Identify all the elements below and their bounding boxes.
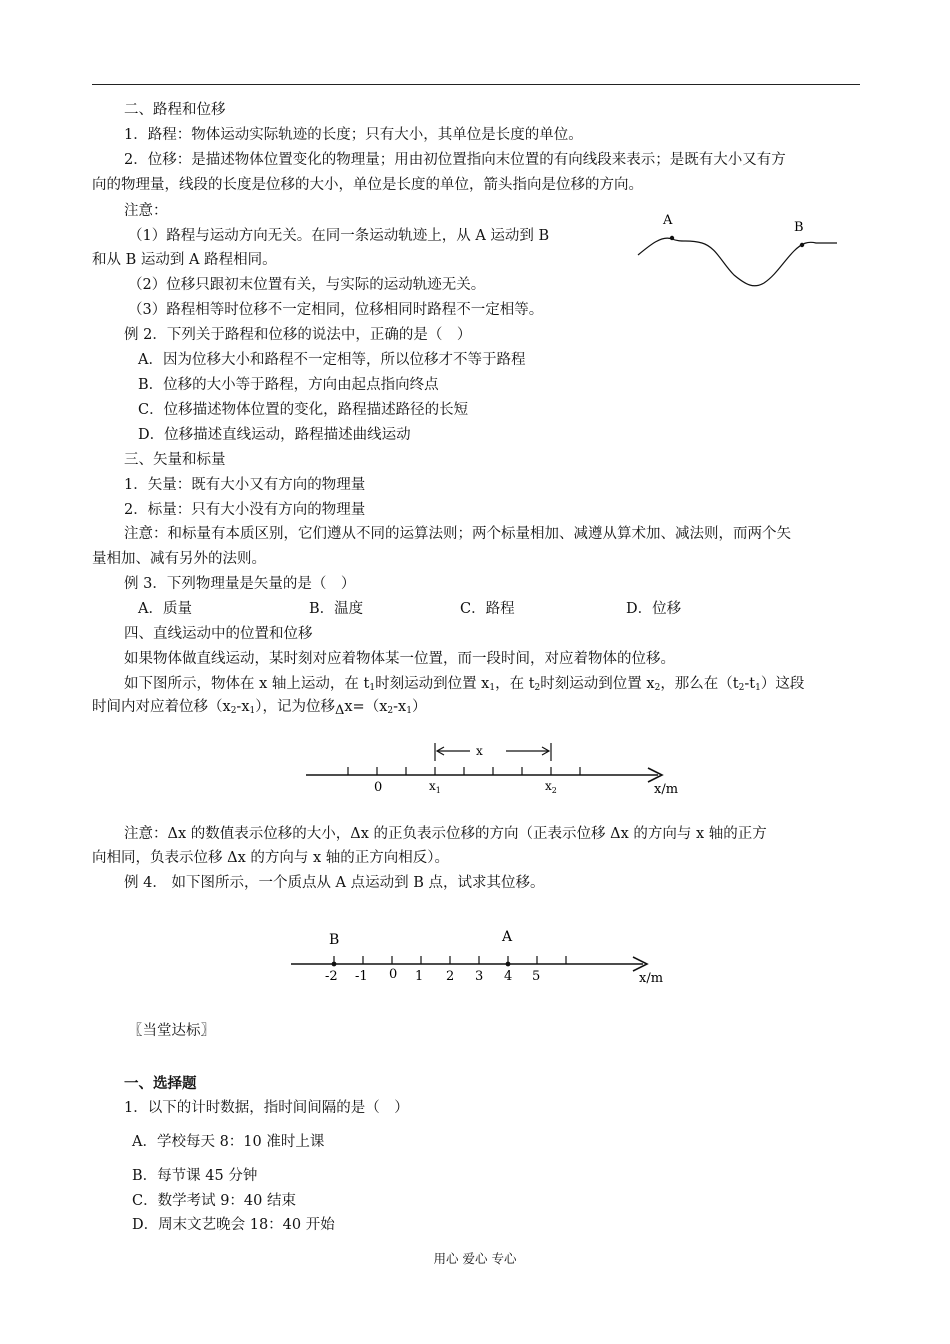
section4-figure-text-line1: 如下图所示，物体在 x 轴上运动，在 $t_1$时刻运动到位置 $x_1$，在 $t_2$时刻运动到位置 $x_2$，那么在$(t_2-t_1)$这段: [124, 676, 805, 693]
displacement-axis-figure: [300, 735, 700, 805]
tick-label: 4: [504, 969, 513, 984]
trajectory-figure: [630, 205, 845, 295]
choice-heading: 一、选择题: [124, 1075, 197, 1092]
section4-heading: 四、直线运动中的位置和位移: [124, 626, 313, 642]
section4-intro: 如果物体做直线运动，某时刻对应着物体某一位置，而一段时间，对应着物体的位移。: [124, 651, 675, 667]
point-a-dot: [506, 962, 511, 967]
section4-figure-text-line2: 时间内对应着位移$(x_2-x_1)$，记为位移$\Delta x=(x_2-x_1)$: [92, 699, 427, 718]
tick-label: 3: [475, 969, 484, 984]
choice-q1-option-c: C．数学考试 9：40 结束: [132, 1193, 296, 1209]
page-footer: 用心 爱心 专心: [433, 1251, 517, 1266]
header-rule: [92, 84, 860, 85]
displacement-definition-line2: 向的物理量，线段的长度是位移的大小，单位是长度的单位，箭头指向是位移的方向。: [92, 177, 643, 193]
point-b-label: B: [329, 932, 340, 948]
example3-question: 例 3．下列物理量是矢量的是（ ）: [124, 576, 356, 592]
section3-note-line1: 注意：和标量有本质区别，它们遵从不同的运算法则；两个标量相加、减遵从算术加、减法则，而两个矢: [124, 526, 791, 542]
x2-label: $x_2$: [545, 779, 557, 795]
section4-note-line2: 向相同，负表示位移 Δx 的方向与 x 轴的正方向相反）。: [92, 850, 450, 866]
example4-question: 例 4． 如下图所示，一个质点从 A 点运动到 B 点，试求其位移。: [124, 875, 545, 891]
example2-option-a: A．因为位移大小和路程不一定相等，所以位移才不等于路程: [138, 352, 526, 368]
note-2: （2）位移只跟初末位置有关，与实际的运动轨迹无关。: [128, 277, 486, 293]
tick-label: 1: [415, 969, 424, 984]
choice-q1-option-d: D．周末文艺晚会 18：40 开始: [132, 1217, 335, 1233]
example4-axis-figure: [285, 920, 685, 990]
tick-label: -2: [325, 969, 338, 984]
dx-label: x: [476, 744, 483, 758]
section3-note-line2: 量相加、减有另外的法则。: [92, 551, 266, 567]
point-a-dot: [670, 236, 674, 240]
note-1-line1: （1）路程与运动方向无关。在同一条运动轨迹上，从 A 运动到 B: [128, 228, 550, 244]
example3-option-b: B．温度: [309, 601, 364, 617]
vector-definition: 1．矢量：既有大小又有方向的物理量: [124, 477, 366, 493]
scalar-definition: 2．标量：只有大小没有方向的物理量: [124, 502, 366, 518]
tick-label: 2: [446, 969, 455, 984]
choice-q1: 1．以下的计时数据，指时间间隔的是（ ）: [124, 1100, 409, 1116]
practice-title: 〖当堂达标〗: [128, 1023, 215, 1039]
origin-label: 0: [374, 780, 383, 795]
tick-label: 0: [389, 967, 398, 982]
point-a-label: A: [663, 213, 673, 228]
example2-option-c: C．位移描述物体位置的变化，路程描述路径的长短: [138, 402, 469, 418]
point-b-label: B: [794, 220, 804, 235]
tick-label: 5: [532, 969, 541, 984]
note-label: 注意：: [124, 203, 168, 219]
example3-option-a: A．质量: [138, 601, 192, 617]
point-b-dot: [332, 962, 337, 967]
section3-heading: 三、矢量和标量: [124, 452, 226, 468]
x1-label: $x_1$: [429, 779, 441, 795]
example2-option-b: B．位移的大小等于路程，方向由起点指向终点: [138, 377, 439, 393]
axis-unit-label: x/m: [654, 782, 679, 797]
example2-option-d: D．位移描述直线运动，路程描述曲线运动: [138, 427, 411, 443]
note-1-line2: 和从 B 运动到 A 路程相同。: [92, 252, 277, 268]
path-definition: 1．路程：物体运动实际轨迹的长度；只有大小，其单位是长度的单位。: [124, 127, 583, 143]
example3-option-c: C．路程: [460, 601, 515, 617]
trajectory-curve: [638, 238, 837, 286]
example2-question: 例 2．下列关于路程和位移的说法中，正确的是（ ）: [124, 327, 472, 343]
point-a-label: A: [502, 929, 513, 945]
choice-q1-option-a: A．学校每天 8：10 准时上课: [132, 1134, 325, 1150]
point-b-dot: [800, 243, 804, 247]
delta-symbol: Δ: [334, 703, 345, 718]
displacement-definition-line1: 2．位移：是描述物体位置变化的物理量；用由初位置指向末位置的有向线段来表示；是既有大小又有方: [124, 152, 786, 168]
example3-option-d: D．位移: [626, 601, 682, 617]
section2-heading: 二、路程和位移: [124, 102, 226, 118]
axis-unit-label: x/m: [639, 971, 664, 986]
note-3: （3）路程相等时位移不一定相同，位移相同时路程不一定相等。: [128, 302, 544, 318]
section4-note-line1: 注意：Δx 的数值表示位移的大小，Δx 的正负表示位移的方向（正表示位移 Δx 的方向与 x 轴的正方: [124, 826, 767, 842]
tick-label: -1: [355, 969, 368, 984]
choice-q1-option-b: B．每节课 45 分钟: [132, 1168, 258, 1184]
